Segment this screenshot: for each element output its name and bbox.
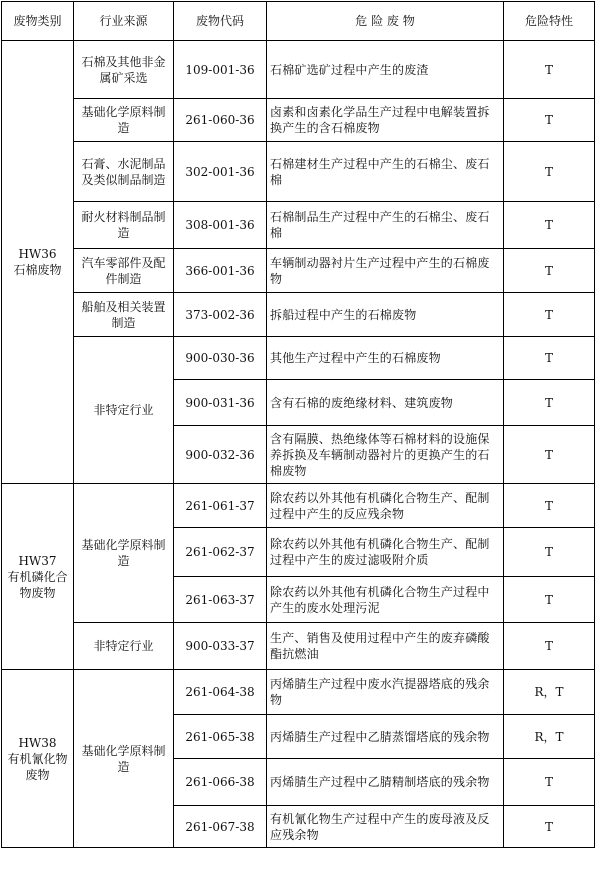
- waste-description: 石棉矿选矿过程中产生的废渣: [267, 41, 504, 99]
- industry-source: 非特定行业: [74, 337, 174, 484]
- hazard-property: T: [504, 528, 595, 577]
- waste-description: 含有隔膜、热绝缘体等石棉材料的设施保养拆换及车辆制动器衬片的更换产生的石棉废物: [267, 426, 504, 484]
- hazard-property: T: [504, 759, 595, 806]
- waste-code: 261-065-38: [174, 715, 267, 759]
- waste-code: 900-031-36: [174, 380, 267, 426]
- waste-code: 261-062-37: [174, 528, 267, 577]
- hazard-property: T: [504, 623, 595, 670]
- hazard-property: T: [504, 202, 595, 249]
- waste-code: 302-001-36: [174, 142, 267, 202]
- waste-description: 卤素和卤素化学品生产过程中电解装置拆换产生的含石棉废物: [267, 99, 504, 142]
- hazard-property: T: [504, 142, 595, 202]
- industry-source: 石棉及其他非金属矿采选: [74, 41, 174, 99]
- waste-code: 261-060-36: [174, 99, 267, 142]
- table-row: [2, 99, 595, 142]
- header-property: 危险特性: [504, 2, 595, 41]
- waste-code: 261-061-37: [174, 484, 267, 528]
- hazard-property: T: [504, 380, 595, 426]
- waste-code: 308-001-36: [174, 202, 267, 249]
- waste-description: 车辆制动器衬片生产过程中产生的石棉废物: [267, 249, 504, 293]
- waste-description: 丙烯腈生产过程中乙腈精制塔底的残余物: [267, 759, 504, 806]
- hazard-property: R，T: [504, 715, 595, 759]
- table-header-row: [2, 2, 595, 41]
- category-hw38: [2, 670, 74, 848]
- hazard-property: R，T: [504, 670, 595, 715]
- waste-code: 900-033-37: [174, 623, 267, 670]
- industry-source: 基础化学原料制造: [74, 670, 174, 848]
- industry-source: 基础化学原料制造: [74, 484, 174, 623]
- hazard-property: T: [504, 806, 595, 848]
- table-row: [2, 142, 595, 202]
- hazardous-waste-table: [1, 1, 595, 848]
- hazard-property: T: [504, 337, 595, 380]
- hazard-property: T: [504, 426, 595, 484]
- hazard-property: T: [504, 577, 595, 623]
- waste-description: 石棉建材生产过程中产生的石棉尘、废石棉: [267, 142, 504, 202]
- waste-description: 丙烯腈生产过程中废水汽提器塔底的残余物: [267, 670, 504, 715]
- category-hw37: [2, 484, 74, 670]
- table-row: [2, 202, 595, 249]
- header-waste: 危 险 废 物: [267, 2, 504, 41]
- category-name: 石棉废物: [13, 263, 62, 277]
- hazard-property: T: [504, 249, 595, 293]
- waste-description: 拆船过程中产生的石棉废物: [267, 293, 504, 337]
- hazard-property: T: [504, 484, 595, 528]
- table-row: [2, 670, 595, 715]
- waste-description: 其他生产过程中产生的石棉废物: [267, 337, 504, 380]
- industry-source: 基础化学原料制造: [74, 99, 174, 142]
- waste-description: 除农药以外其他有机磷化合物生产、配制过程中产生的废过滤吸附介质: [267, 528, 504, 577]
- waste-code: 261-064-38: [174, 670, 267, 715]
- table-row: [2, 484, 595, 528]
- table-row: [2, 249, 595, 293]
- table-row: [2, 293, 595, 337]
- header-category: 废物类别: [2, 2, 74, 41]
- industry-source: 石膏、水泥制品及类似制品制造: [74, 142, 174, 202]
- waste-code: 261-063-37: [174, 577, 267, 623]
- industry-source: 汽车零部件及配件制造: [74, 249, 174, 293]
- table-row: [2, 623, 595, 670]
- category-code: HW36: [18, 247, 57, 261]
- waste-description: 石棉制品生产过程中产生的石棉尘、废石棉: [267, 202, 504, 249]
- waste-description: 丙烯腈生产过程中乙腈蒸馏塔底的残余物: [267, 715, 504, 759]
- category-code: HW37: [18, 553, 57, 568]
- category-name: 有机磷化合物废物: [7, 569, 68, 600]
- waste-description: 除农药以外其他有机磷化合物生产过程中产生的废水处理污泥: [267, 577, 504, 623]
- industry-source: 船舶及相关装置制造: [74, 293, 174, 337]
- waste-code: 109-001-36: [174, 41, 267, 99]
- waste-code: 900-032-36: [174, 426, 267, 484]
- hazard-property: T: [504, 293, 595, 337]
- category-code: HW38: [18, 735, 57, 750]
- table-row: [2, 337, 595, 380]
- waste-description: 除农药以外其他有机磷化合物生产、配制过程中产生的反应残余物: [267, 484, 504, 528]
- table-row: [2, 41, 595, 99]
- header-code: 废物代码: [174, 2, 267, 41]
- hazard-property: T: [504, 99, 595, 142]
- waste-description: 有机氰化物生产过程中产生的废母液及反应残余物: [267, 806, 504, 848]
- waste-description: 生产、销售及使用过程中产生的废弃磷酸酯抗燃油: [267, 623, 504, 670]
- industry-source: 非特定行业: [74, 623, 174, 670]
- header-industry: 行业来源: [74, 2, 174, 41]
- waste-code: 900-030-36: [174, 337, 267, 380]
- waste-description: 含有石棉的废绝缘材料、建筑废物: [267, 380, 504, 426]
- category-name: 有机氰化物废物: [7, 751, 68, 782]
- waste-code: 366-001-36: [174, 249, 267, 293]
- waste-code: 261-066-38: [174, 759, 267, 806]
- industry-source: 耐火材料制品制造: [74, 202, 174, 249]
- hazard-property: T: [504, 41, 595, 99]
- category-hw36: [2, 41, 74, 484]
- waste-code: 373-002-36: [174, 293, 267, 337]
- waste-code: 261-067-38: [174, 806, 267, 848]
